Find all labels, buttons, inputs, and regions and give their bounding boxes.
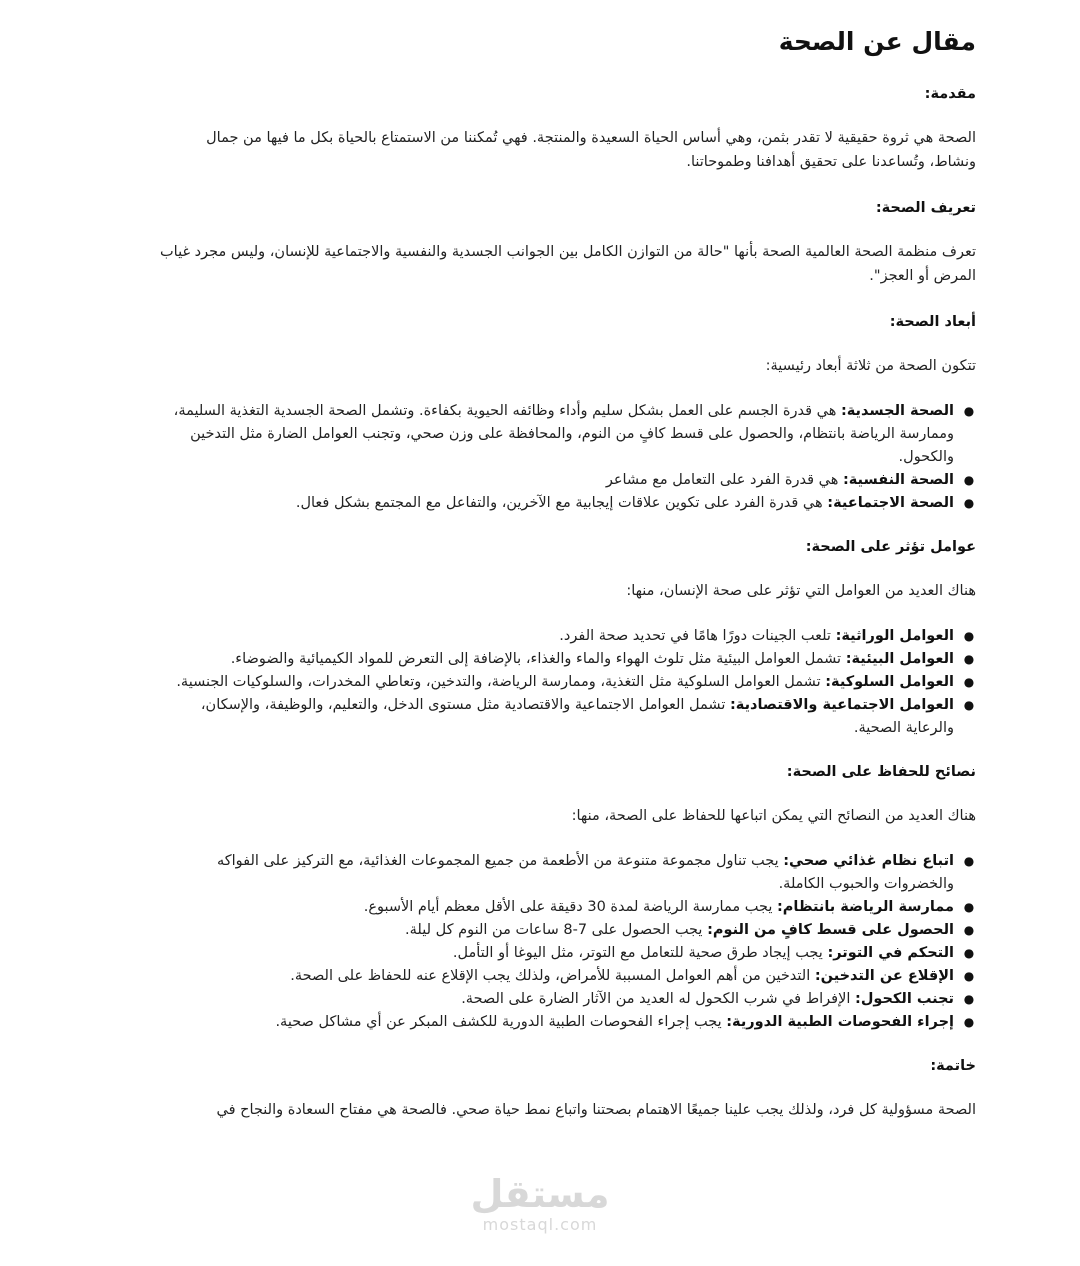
bullet-icon: ●: [963, 698, 975, 712]
item-text: تشمل العوامل السلوكية مثل التغذية، وممارسة الرياضة، والتدخين، وتعاطي المخدرات، والسلوكيات الجنسية.: [176, 674, 826, 690]
list-item: [160, 469, 975, 492]
watermark-url: mostaql.com: [482, 1215, 598, 1234]
item-term: العوامل الاجتماعية والاقتصادية:: [730, 697, 954, 713]
list-item: [160, 988, 975, 1011]
item-term: تجنب الكحول:: [855, 991, 954, 1007]
item-term: الحصول على قسط كافٍ من النوم:: [707, 922, 954, 938]
item-text: هي قدرة الجسم على العمل بشكل سليم وأداء وظائفه الحيوية بكفاءة. وتشمل الصحة الجسدية التغذية السليمة، وممارسة الرياضة بانتظام، والحصول على قسط كافٍ من النوم، والمحافظة على وزن صحي، وتجنب العوامل الضارة مثل التدخين والكحول.: [173, 403, 954, 465]
list-item: [160, 671, 975, 694]
bullet-icon: ●: [963, 404, 975, 418]
bullet-icon: ●: [963, 496, 975, 510]
bullet-icon: ●: [963, 969, 975, 983]
watermark-logo: مستقل: [470, 1172, 610, 1216]
list-item: [160, 400, 975, 469]
item-term: العوامل السلوكية:: [825, 674, 954, 690]
mostaql-watermark: [470, 1172, 610, 1242]
dimensions-list: [160, 400, 976, 515]
bullet-icon: ●: [963, 854, 975, 868]
list-item: [160, 625, 975, 648]
factors-heading: عوامل تؤثر على الصحة:: [805, 539, 976, 555]
factors-intro: هناك العديد من العوامل التي تؤثر على صحة الإنسان، منها:: [626, 583, 976, 599]
conclusion-heading: خاتمة:: [930, 1058, 976, 1074]
bullet-icon: ●: [963, 652, 975, 666]
list-item: [160, 492, 975, 515]
bullet-icon: ●: [963, 629, 975, 643]
item-text: يجب ممارسة الرياضة لمدة 30 دقيقة على الأقل معظم أيام الأسبوع.: [363, 899, 777, 915]
tips-list: [160, 850, 976, 1034]
list-item: [160, 919, 975, 942]
list-item: [160, 648, 975, 671]
item-text: هي قدرة الفرد على التعامل مع مشاعر: [605, 472, 843, 488]
item-text: تشمل العوامل البيئية مثل تلوث الهواء والماء والغذاء، بالإضافة إلى التعرض للمواد الكيميائية والضوضاء.: [230, 651, 846, 667]
item-term: العوامل الوراثية:: [835, 628, 954, 644]
definition-paragraph: تعرف منظمة الصحة العالمية الصحة بأنها "حالة من التوازن الكامل بين الجوانب الجسدية والنفسية والاجتماعية للإنسان، وليس مجرد غياب المرض أو العجز".: [160, 244, 976, 284]
definition-heading: تعريف الصحة:: [875, 200, 976, 216]
bullet-icon: ●: [963, 1015, 975, 1029]
bullet-icon: ●: [963, 900, 975, 914]
factors-list: [160, 625, 976, 740]
item-term: الصحة الجسدية:: [840, 403, 954, 419]
bullet-icon: ●: [963, 473, 975, 487]
item-term: اتباع نظام غذائي صحي:: [783, 853, 954, 869]
item-text: تشمل العوامل الاجتماعية والاقتصادية مثل مستوى الدخل، والتعليم، والوظيفة، والإسكان، والرعاية الصحية.: [200, 697, 954, 736]
item-term: الإقلاع عن التدخين:: [814, 968, 954, 984]
item-text: تلعب الجينات دورًا هامًا في تحديد صحة الفرد.: [559, 628, 836, 644]
list-item: [160, 1011, 975, 1034]
item-term: الصحة الاجتماعية:: [827, 495, 954, 511]
list-item: [160, 896, 975, 919]
intro-paragraph: الصحة هي ثروة حقيقية لا تقدر بثمن، وهي أساس الحياة السعيدة والمنتجة. فهي تُمكننا من الاستمتاع بالحياة بكل ما فيها من جمال ونشاط، وتُساعدنا على تحقيق أهدافنا وطموحاتنا.: [206, 130, 976, 170]
bullet-icon: ●: [963, 992, 975, 1006]
dimensions-intro: تتكون الصحة من ثلاثة أبعاد رئيسية:: [765, 358, 976, 374]
tips-intro: هناك العديد من النصائح التي يمكن اتباعها للحفاظ على الصحة، منها:: [571, 808, 976, 824]
item-text: يجب الحصول على 7-8 ساعات من النوم كل ليلة.: [405, 922, 708, 938]
list-item: [160, 942, 975, 965]
bullet-icon: ●: [963, 675, 975, 689]
intro-heading: مقدمة:: [924, 86, 976, 102]
item-term: الصحة النفسية:: [842, 472, 954, 488]
list-item: [160, 965, 975, 988]
item-text: يجب تناول مجموعة متنوعة من الأطعمة من جميع المجموعات الغذائية، مع التركيز على الفواكه والخضروات والحبوب الكاملة.: [216, 853, 954, 892]
item-term: العوامل البيئية:: [845, 651, 954, 667]
item-text: الإفراط في شرب الكحول له العديد من الآثار الضارة على الصحة.: [461, 991, 856, 1007]
item-text: هي قدرة الفرد على تكوين علاقات إيجابية مع الآخرين، والتفاعل مع المجتمع بشكل فعال.: [295, 495, 828, 511]
item-text: يجب إيجاد طرق صحية للتعامل مع التوتر، مثل اليوغا أو التأمل.: [452, 945, 828, 961]
dimensions-heading: أبعاد الصحة:: [889, 314, 976, 330]
tips-heading: نصائح للحفاظ على الصحة:: [786, 764, 976, 780]
bullet-icon: ●: [963, 923, 975, 937]
item-term: ممارسة الرياضة بانتظام:: [776, 899, 954, 915]
document-title: مقال عن الصحة: [778, 27, 976, 56]
item-term: التحكم في التوتر:: [827, 945, 954, 961]
bullet-icon: ●: [963, 946, 975, 960]
conclusion-paragraph: الصحة مسؤولية كل فرد، ولذلك يجب علينا جميعًا الاهتمام بصحتنا واتباع نمط حياة صحي. فالصحة هي مفتاح السعادة والنجاح في: [216, 1102, 976, 1118]
item-text: التدخين من أهم العوامل المسببة للأمراض، ولذلك يجب الإقلاع عنه للحفاظ على الصحة.: [290, 968, 815, 984]
item-text: يجب إجراء الفحوصات الطبية الدورية للكشف المبكر عن أي مشاكل صحية.: [275, 1014, 727, 1030]
item-term: إجراء الفحوصات الطبية الدورية:: [726, 1014, 954, 1030]
list-item: [160, 694, 975, 740]
list-item: [160, 850, 975, 896]
